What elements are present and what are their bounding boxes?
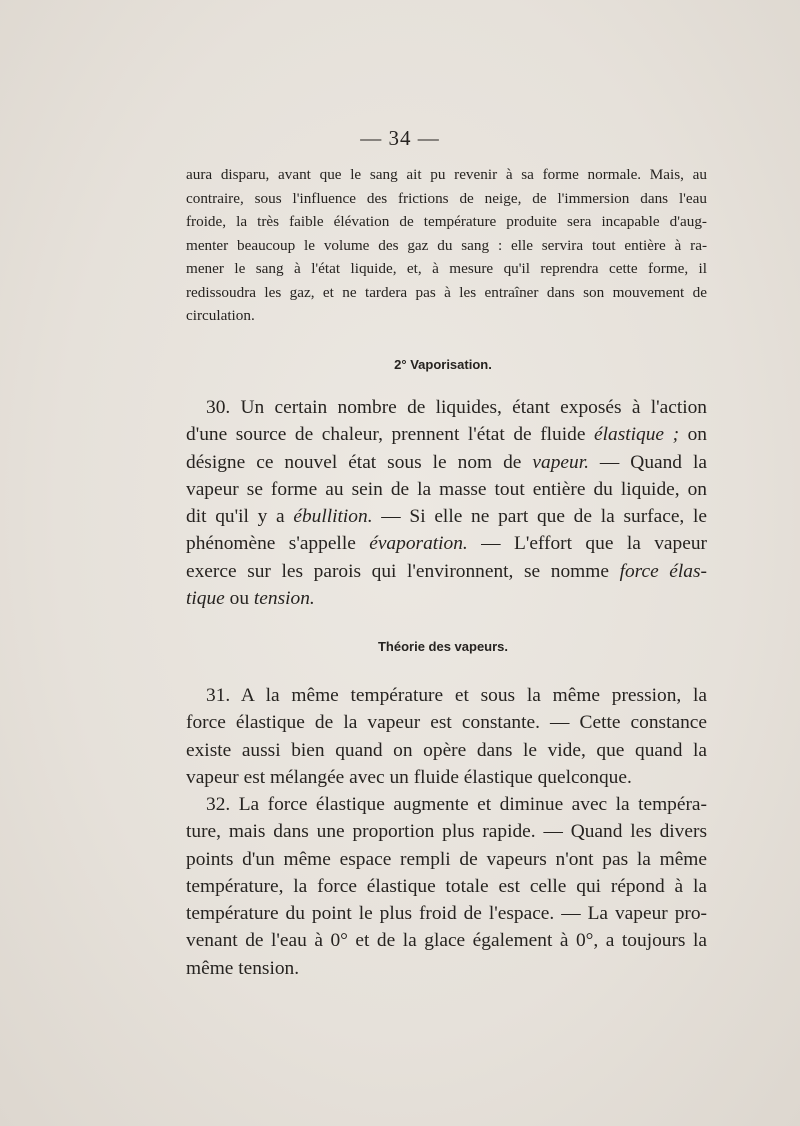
text-line: vapeur se forme au sein de la masse tout entière du liquide, on — [186, 478, 707, 500]
text-line: redissoudra les gaz, et ne tardera pas à les entraîner dans son mouvement de — [186, 283, 707, 301]
text-line: points d'un même espace rempli de vapeurs n'ont pas la même — [186, 848, 707, 870]
intro-paragraph — [186, 163, 707, 328]
text-line: température du point le plus froid de l'espace. — La vapeur pro- — [186, 903, 707, 925]
text-line: désigne ce nouvel état sous le nom de vapeur. — Quand la — [186, 451, 707, 473]
paragraph-32 — [186, 791, 707, 982]
text-line: température, la force élastique totale est celle qui répond à la — [186, 875, 707, 897]
text-line: 30. Un certain nombre de liquides, étant exposés à l'action — [206, 397, 707, 418]
term-vapeur: vapeur. — [532, 451, 589, 473]
term-ebullition: ébullition. — [293, 506, 373, 528]
text-line: d'une source de chaleur, prennent l'état de fluide élastique ; on — [186, 424, 707, 446]
text-line: même tension. — [186, 957, 300, 979]
text-line: ture, mais dans une proportion plus rapide. — Quand les divers — [186, 821, 707, 843]
text-line: froide, la très faible élévation de température produite sera incapable d'aug- — [186, 213, 707, 230]
term-evaporation: évaporation. — [369, 533, 468, 555]
text-line: 32. La force élastique augmente et diminue avec la tempéra- — [206, 794, 707, 815]
text-line: circulation. — [186, 307, 255, 324]
section-heading-theorie: Théorie des vapeurs. — [377, 639, 509, 654]
term-force-elastique: force élas- — [619, 560, 707, 582]
text-line: force élastique de la vapeur est constante. — Cette constance — [186, 712, 707, 734]
text-line: existe aussi bien quand on opère dans le vide, que quand la — [186, 739, 707, 761]
text-line: contraire, sous l'influence des frictions de neige, de l'immersion dans l'eau — [186, 189, 707, 207]
page-number: — 34 — — [360, 126, 440, 150]
text-line: tique ou tension. — [186, 588, 315, 610]
text-line: 31. A la même température et sous la même pression, la — [206, 685, 707, 706]
text-line: dit qu'il y a ébullition. — Si elle ne part que de la surface, le — [186, 506, 707, 528]
text-line: venant de l'eau à 0° et de la glace également à 0°, a toujours la — [186, 930, 707, 952]
paragraph-30 — [186, 394, 707, 612]
text-line: vapeur est mélangée avec un fluide élastique quelconque. — [186, 766, 632, 788]
section-heading-vaporisation: 2° Vaporisation. — [394, 357, 492, 372]
term-tique: tique — [186, 588, 225, 610]
paragraph-31 — [186, 682, 707, 791]
term-elastique: élastique ; — [594, 424, 680, 446]
text-line: phénomène s'appelle évaporation. — L'effort que la vapeur — [186, 533, 707, 555]
text-line: mener le sang à l'état liquide, et, à mesure qu'il reprendra cette forme, il — [186, 260, 707, 277]
text-line: menter beaucoup le volume des gaz du sang : elle servira tout entière à ra- — [186, 236, 707, 254]
text-line: exerce sur les parois qui l'environnent, se nomme force élas- — [186, 560, 707, 582]
term-tension: tension. — [253, 588, 315, 610]
text-line: aura disparu, avant que le sang ait pu revenir à sa forme normale. Mais, au — [186, 166, 707, 183]
